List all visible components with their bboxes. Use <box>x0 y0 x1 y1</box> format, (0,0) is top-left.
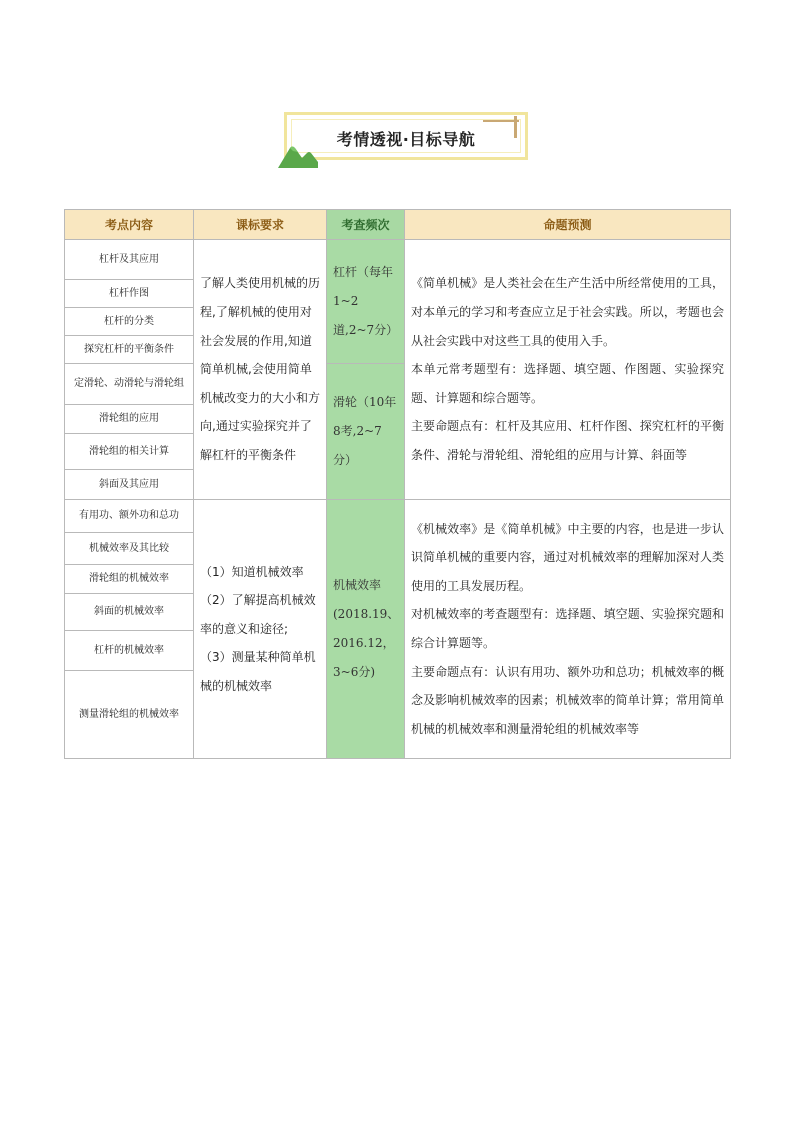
frequency-cell-pulley: 滑轮（10年8考,2~7分） <box>327 364 405 500</box>
page-title: 考情透视·目标导航 <box>336 130 476 149</box>
prediction-cell <box>405 500 731 759</box>
prediction-paragraph: 主要命题点有：认识有用功、额外功和总功；机械效率的概念及影响机械效率的因素；机械效率的简单计算；常用简单机械的机械效率和测量滑轮组的机械效率等 <box>411 664 724 736</box>
prediction-paragraph: 《简单机械》是人类社会在生产生活中所经常使用的工具，对本单元的学习和考查应立足于社会实践。所以，考题也会从社会实践中对这些工具的使用入手。 <box>411 276 724 348</box>
requirement-item: （2）了解提高机械效率的意义和途径; <box>200 593 316 636</box>
topic-cell: 滑轮组的应用 <box>65 405 194 434</box>
requirement-cell <box>194 500 327 759</box>
topic-cell: 杠杆及其应用 <box>65 240 194 280</box>
banner-accent-line <box>514 116 517 138</box>
requirement-cell: 了解人类使用机械的历程,了解机械的使用对社会发展的作用,知道简单机械,会使用简单机械改变力的大小和方向,通过实验探究并了解杠杆的平衡条件 <box>194 240 327 500</box>
topic-cell: 有用功、额外功和总功 <box>65 500 194 533</box>
title-banner <box>278 112 532 170</box>
table-header-row <box>65 210 731 240</box>
mountain-icon <box>278 142 318 168</box>
prediction-paragraph: 主要命题点有：杠杆及其应用、杠杆作图、探究杠杆的平衡条件、滑轮与滑轮组、滑轮组的应用与计算、斜面等 <box>411 419 724 462</box>
col-header-topic: 考点内容 <box>65 210 194 240</box>
topic-cell: 滑轮组的机械效率 <box>65 565 194 594</box>
col-header-requirement: 课标要求 <box>194 210 327 240</box>
frequency-cell-efficiency: 机械效率(2018.19、2016.12，3~6分) <box>327 500 405 759</box>
topic-cell: 探究杠杆的平衡条件 <box>65 336 194 364</box>
exam-analysis-table <box>64 209 731 759</box>
topic-cell: 杠杆作图 <box>65 280 194 308</box>
topic-cell: 机械效率及其比较 <box>65 533 194 565</box>
col-header-frequency: 考查频次 <box>327 210 405 240</box>
col-header-prediction: 命题预测 <box>405 210 731 240</box>
prediction-paragraph: 《机械效率》是《简单机械》中主要的内容，也是进一步认识简单机械的重要内容，通过对机械效率的理解加深对人类使用的工具发展历程。 <box>411 521 724 593</box>
requirement-item: （1）知道机械效率 <box>200 564 304 579</box>
prediction-cell <box>405 240 731 500</box>
prediction-paragraph: 本单元常考题型有：选择题、填空题、作图题、实验探究题、计算题和综合题等。 <box>411 362 724 405</box>
topic-cell: 滑轮组的相关计算 <box>65 434 194 470</box>
frequency-cell-lever: 杠杆（每年1~2道,2~7分） <box>327 240 405 364</box>
topic-cell: 测量滑轮组的机械效率 <box>65 671 194 759</box>
prediction-paragraph: 对机械效率的考查题型有：选择题、填空题、实验探究题和综合计算题等。 <box>411 607 724 650</box>
topic-cell: 杠杆的机械效率 <box>65 631 194 671</box>
topic-cell: 定滑轮、动滑轮与滑轮组 <box>65 364 194 405</box>
requirement-item: （3）测量某种简单机械的机械效率 <box>200 650 316 693</box>
topic-cell: 斜面的机械效率 <box>65 594 194 631</box>
topic-cell: 杠杆的分类 <box>65 308 194 336</box>
topic-cell: 斜面及其应用 <box>65 470 194 500</box>
